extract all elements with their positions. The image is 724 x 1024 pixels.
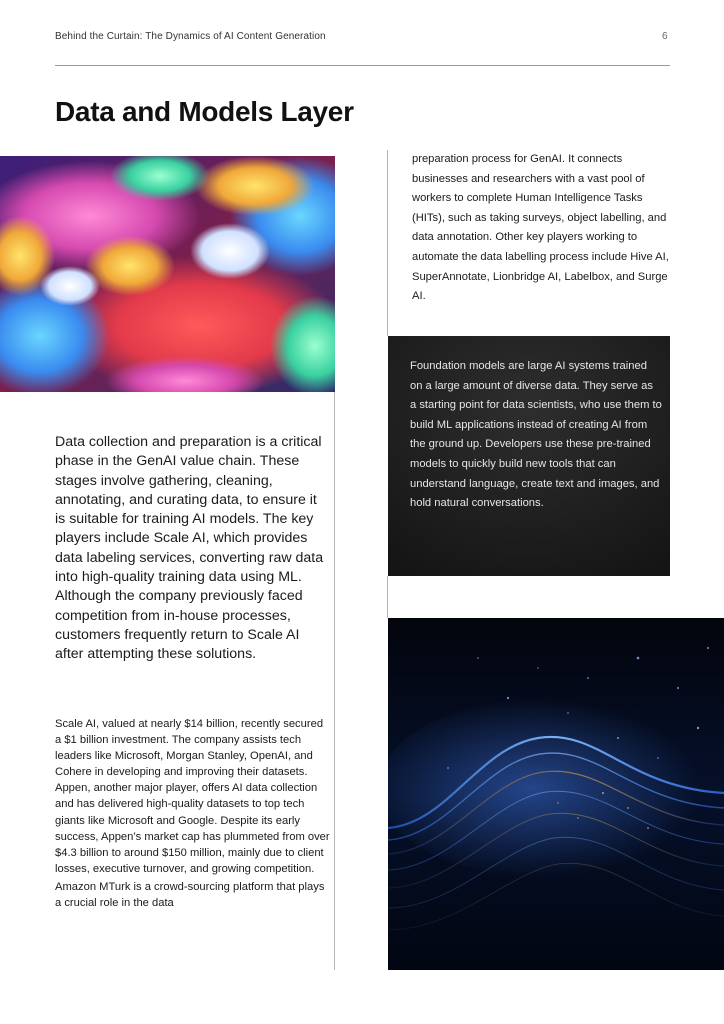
column-divider-right-top bbox=[387, 150, 388, 336]
right-body-text: preparation process for GenAI. It connects businesses and researchers with a vast pool of workers to complete Human Intelligence Tasks (HITs), such as taking surveys, object labelling, and data annotation. Other key players working to automate the data labelling process include Hive AI, SuperAnnotate, Lionbridge AI, Labelbox, and Surge AI. bbox=[412, 153, 669, 303]
left-body-text bbox=[55, 716, 330, 913]
digital-wave-image bbox=[388, 618, 724, 970]
abstract-coral-image bbox=[0, 156, 335, 392]
column-divider-right-mid bbox=[387, 576, 388, 618]
header-divider bbox=[55, 65, 670, 66]
running-header-title: Behind the Curtain: The Dynamics of AI Content Generation bbox=[55, 31, 326, 42]
column-divider-left bbox=[334, 392, 335, 970]
section-heading: Data and Models Layer bbox=[55, 96, 354, 127]
callout-box bbox=[388, 336, 670, 576]
lead-paragraph: Data collection and preparation is a critical phase in the GenAI value chain. These stages involve gathering, cleaning, annotating, and curating data, to ensure it is suitable for training AI models. The key players include Scale AI, which provides data labeling services, converting raw data into high-quality training data using ML. Although the company previously faced competition from in-house processes, customers frequently return to Scale AI after attempting these solutions. bbox=[55, 434, 324, 663]
callout-text: Foundation models are large AI systems trained on a large amount of diverse data. They serve as a starting point for data scientists, who use them to build ML applications instead of creating AI from the ground up. Developers use these pre-trained models to quickly build new tools that can understand language, create text and images, and hold natural conversations. bbox=[410, 360, 662, 510]
page-number: 6 bbox=[662, 31, 668, 42]
body-paragraph: Amazon MTurk is a crowd-sourcing platform that plays a crucial role in the data bbox=[55, 880, 325, 910]
body-paragraph: Scale AI, valued at nearly $14 billion, recently secured a $1 billion investment. The company assists tech leaders like Microsoft, Morgan Stanley, OpenAI, and Cohere in developing and improving their datasets. Appen, another major player, offers AI data collection and has delivered high-quality datasets to top tech giants like Microsoft and Google. Despite its early success, Appen’s market cap has plummeted from over $4.3 billion to around $150 million, mainly due to client losses, executive turnover, and growing competition. bbox=[55, 718, 330, 875]
